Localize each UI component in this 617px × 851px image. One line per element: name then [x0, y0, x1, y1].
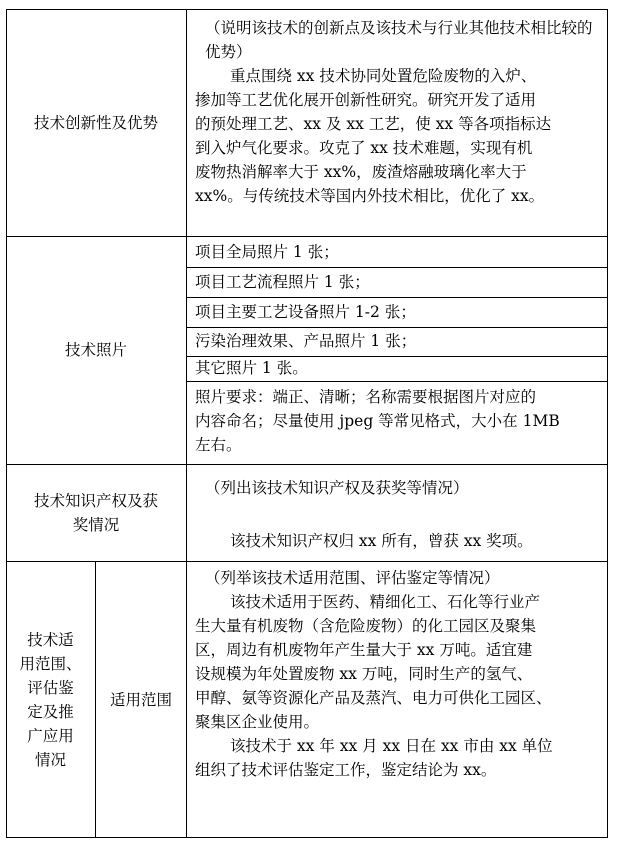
innovation-line: 重点围绕 xx 技术协同处置危险废物的入炉、 [230, 67, 537, 85]
innovation-line: 到入炉气化要求。攻克了 xx 技术难题，实现有机 [195, 139, 533, 157]
scope-line: 该技术于 xx 年 xx 月 xx 日在 xx 市由 xx 单位 [230, 737, 553, 755]
scope-line: 设规模为年处置废物 xx 万吨，同时生产的氢气、 [195, 665, 533, 683]
scope-label-line: 技术适 [27, 630, 74, 649]
innovation-label: 技术创新性及优势 [33, 113, 158, 132]
scope-label-line: 定及推 [27, 702, 74, 721]
photos-label: 技术照片 [64, 341, 127, 359]
photo-item: 污染治理效果、产品照片 1 张； [195, 332, 417, 350]
innovation-line: 废物热消解率大于 xx%，废渣熔融玻璃化率大于 [195, 163, 527, 181]
innovation-line: 的预处理工艺、xx 及 xx 工艺，使 xx 等各项指标达 [195, 115, 552, 133]
ip-hint: （列出该技术知识产权及获奖等情况） [205, 479, 469, 497]
scope-line: 聚集区企业使用。 [195, 713, 320, 731]
requirement-line: 左右。 [195, 436, 242, 454]
scope-line: 组织了技术评估鉴定工作，鉴定结论为 xx。 [195, 761, 497, 779]
ip-label-line: 技术知识产权及获 [33, 491, 158, 510]
scope-line: 甲醇、氨等资源化产品及蒸汽、电力可供化工园区、 [195, 689, 552, 707]
requirement-line: 照片要求：端正、清晰；名称需要根据图片对应的 [195, 388, 537, 406]
ip-label-line: 奖情况 [72, 515, 120, 534]
photo-item: 项目主要工艺设备照片 1-2 张； [195, 303, 416, 321]
scope-line: 该技术适用于医药、精细化工、石化等行业产 [230, 593, 541, 611]
scope-inner-label: 适用范围 [109, 690, 172, 709]
innovation-content [195, 16, 603, 208]
scope-label-line: 广应用 [27, 726, 74, 745]
scope-hint: （列举该技术适用范围、评估鉴定等情况） [205, 569, 500, 587]
scope-outer-label [6, 561, 95, 838]
innovation-line: xx%。与传统技术等国内外技术相比，优化了 xx。 [195, 187, 545, 205]
photo-item: 项目全局照片 1 张； [195, 243, 339, 261]
requirement-line: 内容命名；尽量使用 jpeg 等常见格式，大小在 1MB [195, 412, 560, 430]
scope-line: 区，周边有机废物年产生量大于 xx 万吨。适宜建 [195, 641, 533, 659]
scope-content [195, 566, 603, 782]
column-divider [186, 9, 187, 838]
innovation-line: 掺加等工艺优化展开创新性研究。研究开发了适用 [195, 91, 537, 109]
photo-requirements [195, 385, 603, 457]
scope-label-line: 用范围、 [19, 654, 82, 673]
innovation-hint: （说明该技术的创新点及该技术与行业其他技术相比较的优势） [205, 19, 593, 61]
photo-item: 项目工艺流程照片 1 张； [195, 273, 370, 291]
scope-line: 生大量有机废物（含危险废物）的化工园区及聚集 [195, 617, 537, 635]
technology-info-form [6, 9, 608, 838]
photo-item: 其它照片 1 张。 [195, 359, 308, 377]
item-divider [186, 327, 608, 328]
scope-label-line: 情况 [34, 750, 66, 769]
ip-body: 该技术知识产权归 xx 所有，曾获 xx 奖项。 [230, 532, 533, 550]
item-divider [186, 297, 608, 298]
table-border-right [607, 9, 608, 838]
ip-label [6, 464, 186, 561]
scope-label-line: 评估鉴 [27, 678, 74, 697]
item-divider [186, 381, 608, 382]
item-divider [186, 267, 608, 268]
